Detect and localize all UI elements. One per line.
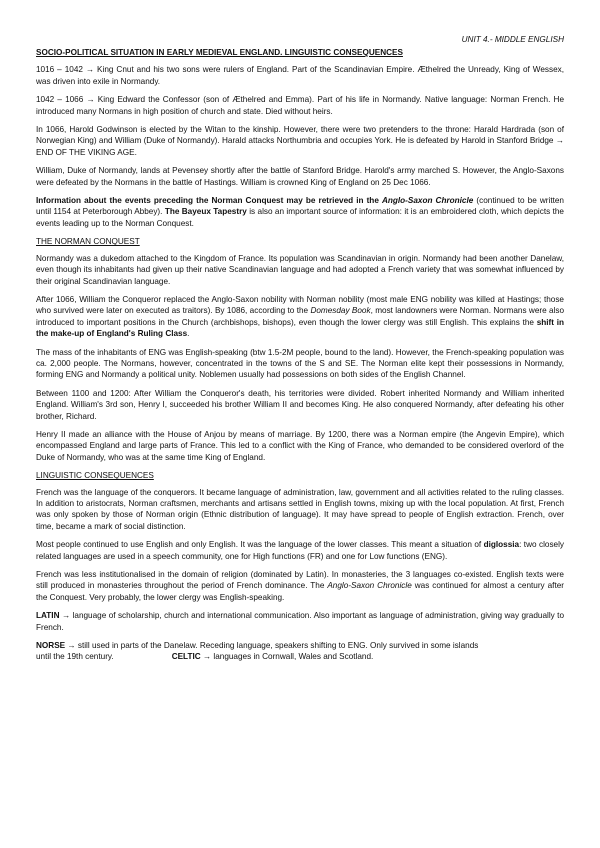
paragraph-sources	[36, 195, 564, 229]
paragraph-edward: 1042 – 1066 → King Edward the Confessor (son of Æthelred and Emma). Part of his life in Normandy. Native language: Norman French. He introduced many Normans in high position of church and state. Died without heirs.	[36, 95, 564, 116]
celtic-entry	[172, 651, 374, 662]
norse-text-end: until the 19th century.	[36, 652, 114, 662]
nobility-text-a: After 1066, William the Conqueror replaced the Anglo-Saxon nobility with Norman nobility (most male ENG nobility was killed at Hastings; those who survived were later on executed as traitors). By 1086, according to the	[36, 294, 564, 316]
paragraph-population: The mass of the inhabitants of ENG was English-speaking (btw 1.5-2M people, bound to the land). However, the French-speaking population was ca. 2,000 people. The Normans, however, concentrated in the towns of the S and SE. The Norman elite kept their possessions in Normandy, forming ENG and Normandy a political unity. Noblemen usually had possessions on both sides of the English Channel.	[36, 347, 564, 380]
nobility-text-b: , most landowners were Norman. Normans were also introduced to important positions in the Church (archbishops, bishops), even though the lower clergy was still English. This explains the	[36, 306, 565, 327]
section-heading-norman: THE NORMAN CONQUEST	[36, 237, 140, 247]
paragraph-1100-1200: Between 1100 and 1200: After William the Conqueror's death, his territories were divided. Robert inherited Normandy and William inherited England. William's 3rd son, Henry I, succeeded his brother William II and becomes King. He also conquered Normandy, after defeating his other brother, Richard.	[36, 388, 564, 421]
paragraph-diglossia	[36, 539, 564, 562]
unit-header: UNIT 4.- MIDDLE ENGLISH	[461, 35, 564, 44]
nobility-domesday: Domesday Book	[310, 306, 371, 316]
page-title: SOCIO-POLITICAL SITUATION IN EARLY MEDIEVAL ENGLAND. LINGUISTIC CONSEQUENCES	[36, 48, 403, 57]
sources-chronicle: Anglo-Saxon Chronicle	[381, 196, 474, 206]
sources-bold: Information about the events preceding the Norman Conquest may be retrieved in the	[36, 196, 382, 206]
paragraph-religion	[36, 569, 564, 603]
sources-text-b: is also an important source of information: it is an embroidered cloth, which depicts the events leading up to the Norman Conquest.	[36, 207, 564, 228]
norse-label: NORSE	[36, 641, 66, 651]
paragraph-normandy: Normandy was a dukedom attached to the Kingdom of France. Its population was Scandinavian in origin. Normandy had been another Danelaw, even though its inhabitants had given up their native Scandinavian language and had adopted a French variety that was somewhat influenced by their original Scandinavian language.	[36, 253, 564, 286]
section-heading-linguistic: LINGUISTIC CONSEQUENCES	[36, 471, 154, 481]
religion-text-b: was continued for almost a century after the Conquest. Very probably, the lower clergy was English-speaking.	[36, 581, 564, 602]
paragraph-henry: Henry II made an alliance with the House of Anjou by means of marriage. By 1200, there was a Norman empire (the Angevin Empire), which encompassed England and large parts of France. This led to a conflict with the King of France, who demanded to be considered overlord of the Duke of Normandy, who was at the same time King of England.	[36, 429, 564, 462]
diglossia-text-a: Most people continued to use English and only English. It was the language of the lower classes. This meant a situation of	[36, 540, 484, 550]
paragraph-cnut: 1016 – 1042 → King Cnut and his two sons were rulers of England. Part of the Scandinavian Empire. Æthelred the Unready, King of Wessex, was driven into exile in Normandy.	[36, 65, 564, 86]
sources-text-a: (continued to be written until 1154 at Peterborough Abbey).	[36, 196, 564, 217]
paragraph-french: French was the language of the conquerors. It became language of administration, law, government and all activities related to the ruling classes. In addition to aristocrats, Norman craftsmen, merchants and artisans settled in English towns, mixing up with the local population. At first, French was only spoken by those of Norman origin (Ethnic distribution of language). It may have spread to people of English extraction. French, over time, became a mark of social distinction.	[36, 487, 564, 531]
celtic-label: CELTIC	[171, 652, 201, 662]
norse-celtic-line	[36, 651, 564, 662]
norse-text: → still used in parts of the Danelaw. Receding language, speakers shifting to ENG. Only survived in some islands	[65, 641, 479, 651]
religion-text-a: French was less institutionalised in the domain of religion (dominated by Latin). In monasteries, the 3 languages co-existed. English texts were still produced in monasteries throughout the period of French dominance. The	[36, 570, 564, 591]
diglossia-term: diglossia	[483, 540, 520, 550]
celtic-text: → languages in Cornwall, Wales and Scotland.	[200, 652, 374, 662]
paragraph-nobility	[36, 294, 564, 340]
document-page	[36, 30, 564, 663]
nobility-shift: shift in the make-up of England's Ruling Class	[36, 317, 565, 339]
latin-label: LATIN	[36, 611, 60, 621]
paragraph-harold: In 1066, Harold Godwinson is elected by the Witan to the kinship. However, there were two pretenders to the throne: Harald Hardrada (son of Norwegian King) and William (Duke of Normandy). Harald attacks Northumbria and occupies York. He is defeated by Harold in Stanford Bridge → END OF THE VIKING AGE.	[36, 125, 564, 157]
diglossia-text-b: : two closely related languages are used in a speech community, one for High functions (FR) and one for Low functions (ENG).	[36, 540, 565, 561]
latin-text: → language of scholarship, church and international communication. Also important as language of administration, giving way gradually to French.	[36, 611, 564, 632]
paragraph-william: William, Duke of Normandy, lands at Pevensey shortly after the battle of Stanford Bridge. Harold's army marched S. However, the Anglo-Saxons were defeated by the Normans in the battle of Hastings. William is crowned King of England on 25 Dec 1066.	[36, 166, 564, 187]
sources-tapestry: The Bayeux Tapestry	[164, 207, 247, 217]
nobility-text-c: .	[187, 329, 190, 339]
religion-chronicle: Anglo-Saxon Chronicle	[327, 581, 412, 591]
paragraph-norse	[36, 640, 564, 651]
paragraph-latin	[36, 610, 564, 633]
